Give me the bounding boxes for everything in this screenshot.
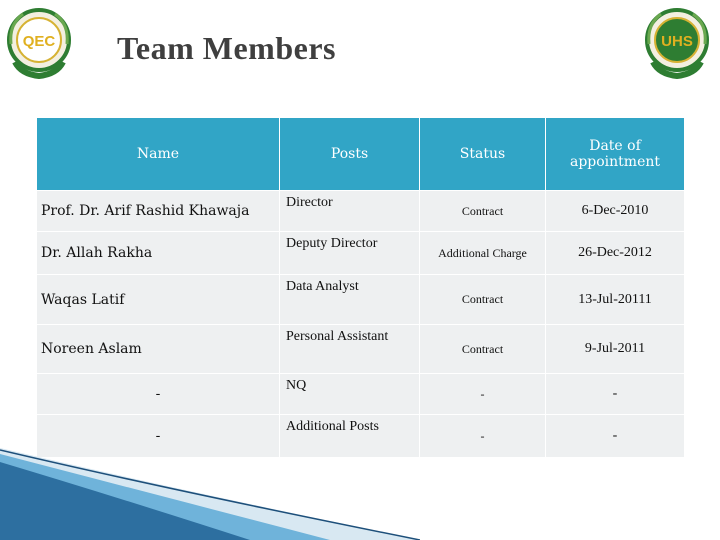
column-header-posts: Posts [280, 118, 420, 191]
qec-logo-text: QEC [22, 33, 56, 50]
table-row [37, 275, 685, 325]
member-status: - [420, 374, 546, 415]
member-date: 9-Jul-2011 [546, 325, 685, 374]
member-name: Noreen Aslam [37, 325, 280, 374]
member-status: Additional Charge [420, 232, 546, 275]
member-name: - [37, 415, 280, 458]
member-post: Data Analyst [280, 275, 420, 325]
uhs-logo [639, 4, 715, 80]
member-name: Dr. Allah Rakha [37, 232, 280, 275]
qec-logo [1, 4, 77, 80]
member-status: Contract [420, 191, 546, 232]
table-row [37, 325, 685, 374]
member-post: Additional Posts [280, 415, 420, 458]
table-header-row [37, 118, 685, 191]
member-status: Contract [420, 275, 546, 325]
member-post: Director [280, 191, 420, 232]
member-name: - [37, 374, 280, 415]
table-row [37, 374, 685, 415]
member-date: 6-Dec-2010 [546, 191, 685, 232]
member-post: NQ [280, 374, 420, 415]
member-status: Contract [420, 325, 546, 374]
team-members-table [36, 117, 685, 458]
column-header-name: Name [37, 118, 280, 191]
member-name: Waqas Latif [37, 275, 280, 325]
member-status: - [420, 415, 546, 458]
table-row [37, 232, 685, 275]
member-date: - [546, 374, 685, 415]
column-header-date: Date of appointment [546, 118, 685, 191]
member-date: 26-Dec-2012 [546, 232, 685, 275]
table-row [37, 191, 685, 232]
member-post: Deputy Director [280, 232, 420, 275]
page-title: Team Members [117, 30, 336, 66]
uhs-logo-text: UHS [661, 33, 693, 50]
member-name: Prof. Dr. Arif Rashid Khawaja [37, 191, 280, 232]
member-date: - [546, 415, 685, 458]
member-date: 13-Jul-20111 [546, 275, 685, 325]
column-header-status: Status [420, 118, 546, 191]
decorative-swoosh [0, 448, 420, 540]
member-post: Personal Assistant [280, 325, 420, 374]
